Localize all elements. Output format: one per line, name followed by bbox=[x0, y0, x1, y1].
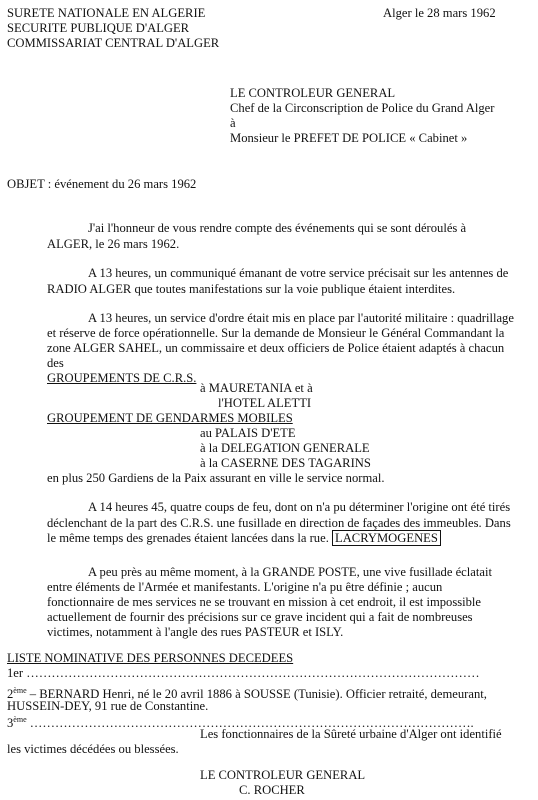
lacrymogenes-boxed-word: LACRYMOGENES bbox=[332, 530, 441, 546]
paragraph-5-line-2: entre éléments de l'Armée et manifestants. L'origine n'a pu être définie ; aucun bbox=[47, 580, 443, 594]
identification-note-line-2: les victimes décédées ou blessées. bbox=[7, 742, 179, 756]
gendarmes-location-3: à la CASERNE DES TAGARINS bbox=[200, 456, 371, 470]
list-item-3-number: 3 bbox=[7, 716, 14, 731]
paragraph-5-line-3: fonctionnaire de mes services ne se trouvant en mission à cet endroit, il est impossible bbox=[47, 595, 482, 609]
addressee-line-2: Chef de la Circonscription de Police du Grand Alger bbox=[230, 101, 495, 115]
gendarmes-location-1: au PALAIS D'ETE bbox=[200, 426, 296, 440]
paragraph-3-line-4: des bbox=[47, 356, 64, 370]
paragraph-4-line-3-text: le même temps des grenades étaient lancées dans la rue. bbox=[47, 531, 329, 545]
crs-location-1: à MAURETANIA et à bbox=[200, 381, 313, 395]
paragraph-4-line-1: A 14 heures 45, quatre coups de feu, dont on n'a pu déterminer l'origine ont été tirés bbox=[88, 500, 511, 514]
paragraph-5-line-4: actuellement de fournir des précisions sur ce grave incident qui a fait de nombreuses bbox=[47, 610, 473, 624]
list-item-1: 1er ……………………………………………………………………………………………… bbox=[7, 666, 480, 680]
paragraph-4-line-2: déclenchant de la part des C.R.S. une fusillade en direction de façades des immeubles. Dans bbox=[47, 516, 511, 530]
org-line-3: COMMISSARIAT CENTRAL D'ALGER bbox=[7, 36, 220, 50]
list-item-2-ordinal: ème bbox=[13, 686, 27, 695]
paragraph-1-line-1: J'ai l'honneur de vous rendre compte des événements qui se sont déroulés à bbox=[88, 221, 467, 235]
paragraph-2-line-1: A 13 heures, un communiqué émanant de votre service précisait sur les antennes de bbox=[88, 266, 509, 280]
signature-title: LE CONTROLEUR GENERAL bbox=[200, 768, 366, 782]
org-line-2: SECURITE PUBLIQUE D'ALGER bbox=[7, 21, 190, 35]
objet-line: OBJET : événement du 26 mars 1962 bbox=[7, 177, 197, 191]
paragraph-4-line-3 bbox=[47, 531, 441, 546]
gendarmes-location-2: à la DELEGATION GENERALE bbox=[200, 441, 370, 455]
list-item-2-number: 2 bbox=[7, 687, 14, 702]
addressee-line-1: LE CONTROLEUR GENERAL bbox=[230, 86, 396, 100]
crs-location-2: l'HOTEL ALETTI bbox=[218, 396, 312, 410]
paragraph-3-line-5: en plus 250 Gardiens de la Paix assurant en ville le service normal. bbox=[47, 471, 385, 485]
paragraph-5-line-1: A peu près au même moment, à la GRANDE POSTE, une vive fusillade éclatait bbox=[88, 565, 492, 579]
paragraph-3-line-1: A 13 heures, un service d'ordre était mis en place par l'autorité militaire : quadrillage bbox=[88, 311, 514, 325]
list-item-2-text: – BERNARD Henri, né le 20 avril 1886 à SOUSSE (Tunisie). Officier retraité, demeurant, bbox=[26, 687, 487, 702]
list-heading: LISTE NOMINATIVE DES PERSONNES DECEDEES bbox=[7, 651, 294, 665]
org-line-1: SURETE NATIONALE EN ALGERIE bbox=[7, 6, 206, 20]
paragraph-3-line-3: zone ALGER SAHEL, un commissaire et deux officiers de Police étaient adaptés à chacun bbox=[47, 341, 505, 355]
crs-heading: GROUPEMENTS DE C.R.S. bbox=[47, 371, 197, 385]
addressee-line-4: Monsieur le PREFET DE POLICE « Cabinet » bbox=[230, 131, 468, 145]
list-item-2-line-2: HUSSEIN-DEY, 91 rue de Constantine. bbox=[7, 699, 209, 713]
paragraph-1-line-2: ALGER, le 26 mars 1962. bbox=[47, 237, 180, 251]
paragraph-2-line-2: RADIO ALGER que toutes manifestations sur la voie publique étaient interdites. bbox=[47, 282, 456, 296]
paragraph-3-line-2: et réserve de force opérationnelle. Sur la demande de Monsieur le Général Commandant la bbox=[47, 326, 505, 340]
list-item-3-dots: ……………………………………………………………………………………………. bbox=[26, 716, 474, 731]
list-item-3-ordinal: ème bbox=[13, 715, 27, 724]
gendarmes-heading: GROUPEMENT DE GENDARMES MOBILES bbox=[47, 411, 293, 425]
identification-note-line-1: Les fonctionnaires de la Sûreté urbaine d'Alger ont identifié bbox=[200, 727, 502, 741]
signature-name: C. ROCHER bbox=[239, 783, 305, 797]
addressee-line-3: à bbox=[230, 116, 236, 130]
letter-date: Alger le 28 mars 1962 bbox=[383, 6, 496, 20]
paragraph-5-line-5: victimes, notamment à l'angle des rues PASTEUR et ISLY. bbox=[47, 625, 344, 639]
